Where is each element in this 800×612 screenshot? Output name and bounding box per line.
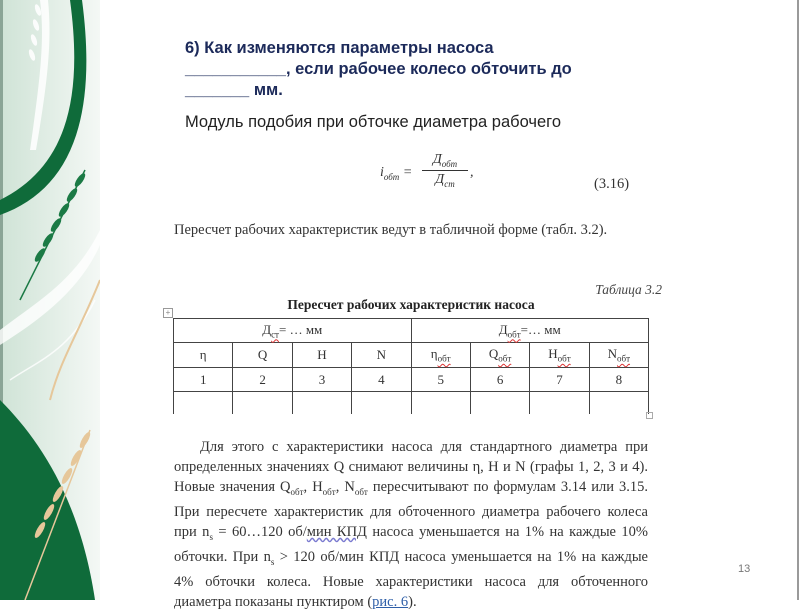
para-text: , H	[303, 479, 323, 495]
formula-num-sub: обт	[441, 158, 458, 169]
column-header	[233, 343, 292, 368]
group-header-standard	[174, 319, 412, 343]
formula-den-sub: ст	[444, 178, 455, 189]
para-text: мин КПД	[306, 523, 367, 540]
table-cell[interactable]	[589, 392, 648, 415]
slide-border	[797, 0, 799, 600]
formula-lhs-symbol: i	[380, 165, 384, 180]
formula-fraction	[422, 152, 468, 189]
column-header-label: N	[607, 346, 617, 362]
column-header	[174, 343, 233, 368]
column-number: 6	[470, 368, 529, 392]
column-header-label: Q	[488, 346, 499, 362]
formula-den-symbol: Д	[435, 171, 445, 187]
table-cell[interactable]	[411, 392, 470, 415]
heading-line: ___________, если рабочее колесо обточить до	[185, 60, 572, 78]
wheat-ornament-icon	[0, 0, 100, 600]
paragraph	[174, 437, 648, 612]
formula-comma: ,	[470, 165, 474, 180]
table-caption: Таблица 3.2	[595, 282, 662, 297]
para-sub: s	[270, 556, 275, 567]
table-cell[interactable]	[233, 392, 292, 415]
heading-line: _______ мм.	[185, 81, 283, 99]
table-cell[interactable]	[174, 392, 233, 415]
decorative-wheat-sidebar	[0, 0, 100, 600]
column-header	[352, 343, 411, 368]
column-header-label: η	[430, 346, 438, 362]
column-header-label: N	[376, 347, 386, 362]
question-heading	[185, 38, 655, 101]
para-text: насоса уменьшается на 1% на каждые 10% обточки. При n	[174, 523, 648, 565]
column-header-label: H	[317, 347, 327, 362]
column-header-label: η	[199, 347, 207, 362]
column-header	[530, 343, 589, 368]
formula-denominator	[422, 171, 468, 189]
column-header-sub: обт	[498, 353, 512, 364]
table-cell[interactable]	[292, 392, 351, 415]
para-sub: обт	[322, 486, 336, 497]
para-sub: s	[209, 531, 213, 542]
formula-lhs-sub: обт	[383, 171, 400, 182]
table-row	[174, 392, 649, 415]
para-text: , N	[335, 479, 355, 495]
group-header-rest: =… мм	[520, 321, 561, 337]
column-header-sub: обт	[617, 353, 631, 364]
subheading: Модуль подобия при обточке диаметра рабочего	[185, 113, 562, 131]
formula-num-symbol: Д	[432, 152, 442, 167]
group-header-sub: ст	[271, 329, 279, 340]
column-header-label: Q	[257, 347, 268, 362]
column-header-sub: обт	[557, 353, 571, 364]
column-number: 8	[589, 368, 648, 392]
paragraph: Пересчет рабочих характеристик ведут в табличной форме (табл. 3.2).	[174, 222, 608, 238]
equation-number: (3.16)	[594, 176, 630, 192]
group-header-symbol: Д	[262, 321, 272, 337]
table-row	[174, 368, 649, 392]
table-cell[interactable]	[530, 392, 589, 415]
formula-lhs	[380, 165, 412, 182]
column-header	[589, 343, 648, 368]
para-sub: обт	[354, 486, 368, 497]
para-sub: обт	[290, 486, 304, 497]
formula-numerator	[422, 152, 468, 171]
column-header	[411, 343, 470, 368]
para-text: > 120 об/мин КПД насоса уменьшается на 1% на каждые 4% обточки колеса. Новые характеристики насоса для обточенного диаметра показаны пунктиром (	[174, 548, 648, 610]
column-header-label: H	[548, 346, 558, 362]
table-resize-handle[interactable]	[646, 412, 653, 419]
figure-link[interactable]: рис. 6	[372, 593, 409, 610]
page-number: 13	[738, 563, 751, 575]
column-number: 3	[292, 368, 351, 392]
column-header	[470, 343, 529, 368]
column-number: 5	[411, 368, 470, 392]
group-header-symbol: Д	[498, 321, 508, 337]
formula-equals: =	[402, 165, 413, 180]
group-header-rest: = … мм	[279, 321, 323, 337]
column-number: 2	[233, 368, 292, 392]
para-text: = 60…120 об/	[212, 523, 307, 540]
para-text: ).	[408, 593, 417, 610]
para-text: пересчитывают по формулам 3.14 или 3.15. При пересчете характеристик для обточенного диаметра рабочего колеса при n	[174, 479, 648, 540]
para-text: Для этого с характеристики насоса для стандартного диаметра при определенных значениях Q снимают величины η, H и N (графы 1, 2, 3 и 4). Новые значения Q	[174, 439, 648, 495]
table-title: Пересчет рабочих характеристик насоса	[287, 297, 535, 312]
group-header-trimmed	[411, 319, 649, 343]
table-cell[interactable]	[352, 392, 411, 415]
column-number: 7	[530, 368, 589, 392]
column-header-sub: обт	[437, 353, 451, 364]
column-number: 1	[174, 368, 233, 392]
column-header	[292, 343, 351, 368]
table-move-handle[interactable]: +	[163, 308, 173, 318]
heading-line: 6) Как изменяются параметры насоса	[185, 39, 494, 57]
column-number: 4	[352, 368, 411, 392]
table-cell[interactable]	[470, 392, 529, 415]
recalc-table	[173, 318, 649, 414]
group-header-sub: обт	[507, 329, 521, 340]
